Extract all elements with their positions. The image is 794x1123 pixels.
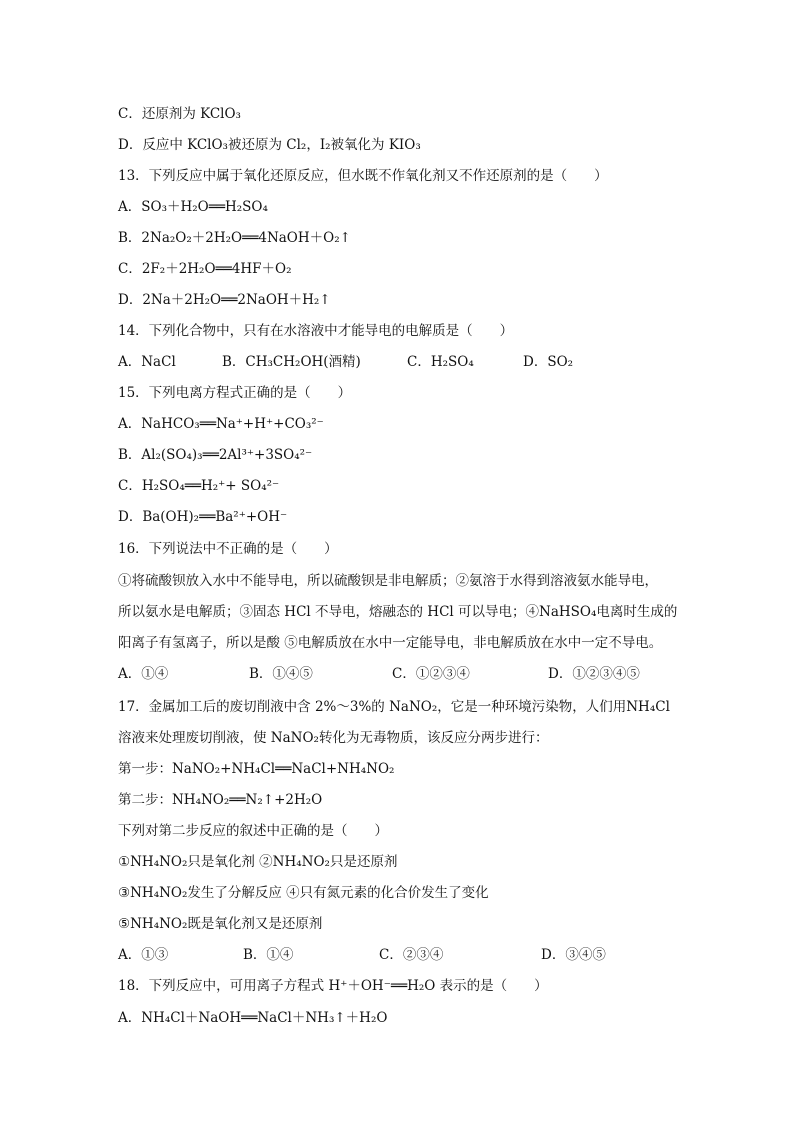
q17-statements-2: ③NH₄NO₂发生了分解反应 ④只有氮元素的化合价发生了变化 <box>118 885 489 901</box>
q15-option-d: D．Ba(OH)₂══Ba²⁺+OH⁻ <box>118 509 288 525</box>
q13-option-d: D．2Na＋2H₂O══2NaOH＋H₂↑ <box>118 292 331 308</box>
q17-option-a: A．①③ <box>118 947 169 963</box>
q16-option-a: A．①④ <box>118 666 169 682</box>
q17-options <box>118 946 606 964</box>
q16-options <box>118 665 640 683</box>
q17-option-b: B．①④ <box>243 947 294 963</box>
q18-stem: 18．下列反应中，可用离子方程式 H⁺＋OH⁻══H₂O 表示的是（ ） <box>118 978 548 994</box>
q16-option-c: C．①②③④ <box>392 666 470 682</box>
q17-step-2: 第二步：NH₄NO₂══N₂↑+2H₂O <box>118 792 323 808</box>
q15-option-a: A．NaHCO₃══Na⁺+H⁺+CO₃²⁻ <box>118 416 324 432</box>
q17-stem-line-1: 17．金属加工后的废切削液中含 2%～3%的 NaNO₂，它是一种环境污染物，人们用NH₄Cl <box>118 699 670 715</box>
q16-option-b: B．①④⑤ <box>249 666 313 682</box>
q17-step-1: 第一步：NaNO₂+NH₄Cl══NaCl+NH₄NO₂ <box>118 761 395 777</box>
q16-statement-line-3: 阳离子有氢离子，所以是酸 ⑤电解质放在水中一定能导电，非电解质放在水中一定不导电。 <box>118 635 663 651</box>
q17-option-d: D．③④⑤ <box>541 947 606 963</box>
q13-option-b: B．2Na₂O₂＋2H₂O══4NaOH＋O₂↑ <box>118 230 351 246</box>
q16-statement-line-2: 所以氨水是电解质；③固态 HCl 不导电，熔融态的 HCl 可以导电；④NaHSO₄电离时生成的 <box>118 604 678 620</box>
q16-statement-line-1: ①将硫酸钡放入水中不能导电，所以硫酸钡是非电解质；②氨溶于水得到溶液氨水能导电， <box>118 573 658 589</box>
q16-stem: 16．下列说法中不正确的是（ ） <box>118 541 338 557</box>
q18-option-a: A．NH₄Cl＋NaOH══NaCl＋NH₃↑＋H₂O <box>118 1010 388 1026</box>
q14-stem: 14．下列化合物中，只有在水溶液中才能导电的电解质是（ ） <box>118 323 514 339</box>
q14-option-c: C．H₂SO₄ <box>407 354 474 370</box>
q14-option-d: D．SO₂ <box>523 354 574 370</box>
q13-option-a: A．SO₃＋H₂O══H₂SO₄ <box>118 199 268 215</box>
q12-option-c: C．还原剂为 KClO₃ <box>118 106 241 122</box>
q15-option-c: C．H₂SO₄══H₂⁺+ SO₄²⁻ <box>118 478 280 494</box>
q14-options <box>118 353 573 371</box>
q13-option-c: C．2F₂＋2H₂O══4HF＋O₂ <box>118 261 292 277</box>
q12-option-d: D．反应中 KClO₃被还原为 Cl₂，I₂被氧化为 KIO₃ <box>118 137 421 153</box>
q14-option-a: A．NaCl <box>118 354 176 370</box>
q17-statements-1: ①NH₄NO₂只是氧化剂 ②NH₄NO₂只是还原剂 <box>118 854 398 870</box>
q16-option-d: D．①②③④⑤ <box>548 666 640 682</box>
q17-option-c: C．②③④ <box>379 947 444 963</box>
q15-stem: 15．下列电离方程式正确的是（ ） <box>118 385 352 401</box>
q17-statements-3: ⑤NH₄NO₂既是氧化剂又是还原剂 <box>118 916 323 932</box>
q15-option-b: B．Al₂(SO₄)₃══2Al³⁺+3SO₄²⁻ <box>118 447 313 463</box>
q13-stem: 13．下列反应中属于氧化还原反应，但水既不作氧化剂又不作还原剂的是（ ） <box>118 168 608 184</box>
q17-question: 下列对第二步反应的叙述中正确的是（ ） <box>118 823 388 839</box>
q17-stem-line-2: 溶液来处理废切削液，使 NaNO₂转化为无毒物质，该反应分两步进行： <box>118 730 549 746</box>
q14-option-b: B．CH₃CH₂OH(酒精) <box>222 354 361 370</box>
